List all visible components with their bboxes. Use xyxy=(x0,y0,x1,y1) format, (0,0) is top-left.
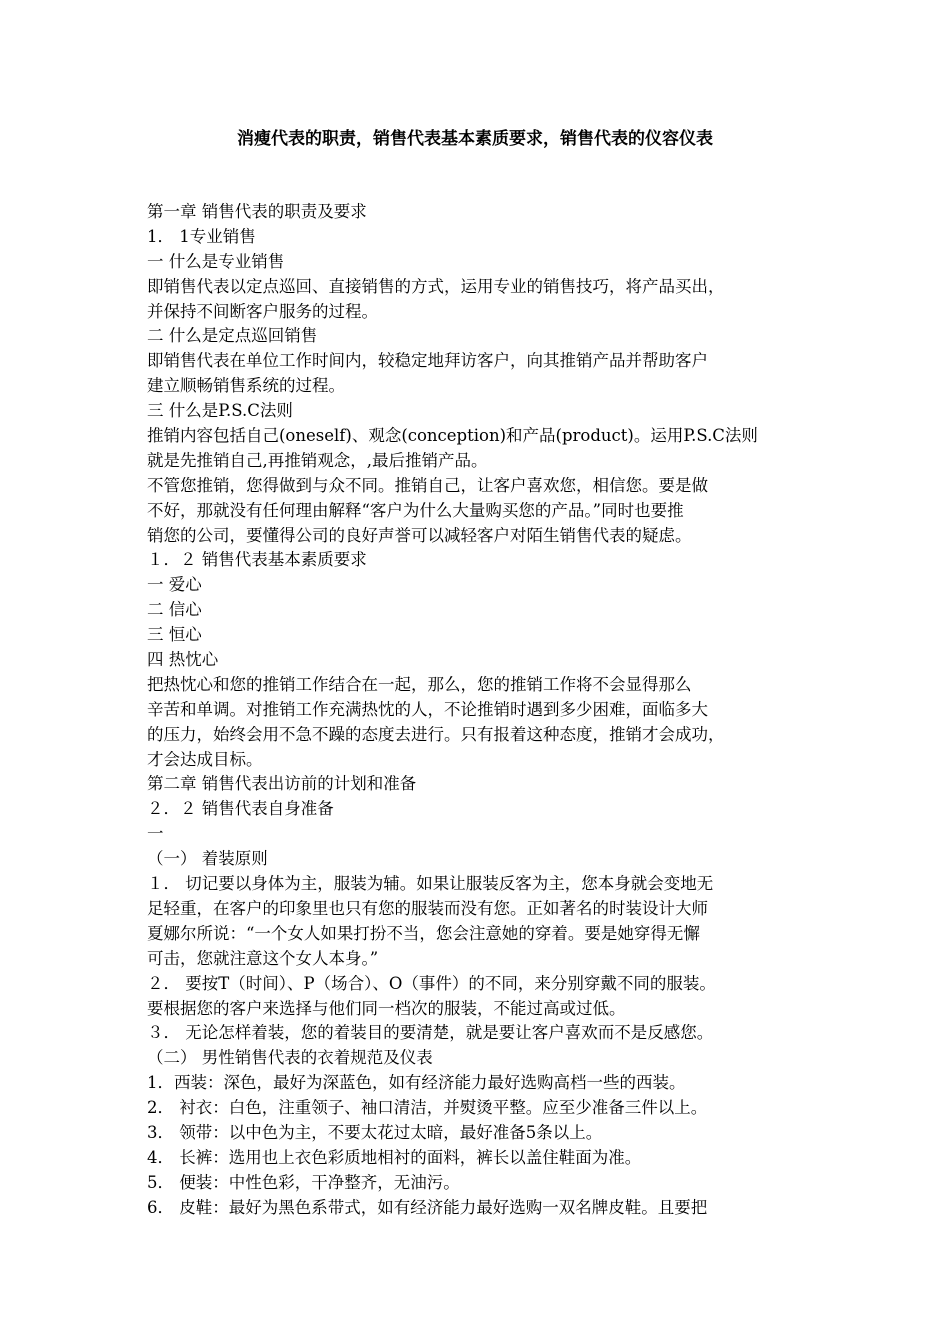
text-line: 并保持不间断客户服务的过程。 xyxy=(147,301,378,321)
text-line: 三 什么是P.S.C法则 xyxy=(147,401,293,421)
text-line: 的压力，始终会用不急不躁的态度去进行。只有报着这种态度，推销才会成功， xyxy=(147,724,725,744)
text-line: 三 恒心 xyxy=(147,625,202,645)
text-line: ２．２ 销售代表自身准备 xyxy=(147,799,334,819)
text-line: １． 切记要以身体为主，服装为辅。如果让服装反客为主，您本身就会变地无 xyxy=(147,874,714,894)
text-line: 二 信心 xyxy=(147,600,202,620)
text-line: 6． 皮鞋：最好为黑色系带式，如有经济能力最好选购一双名牌皮鞋。且要把 xyxy=(147,1197,708,1217)
text-line: 1．西装：深色，最好为深蓝色，如有经济能力最好选购高档一些的西装。 xyxy=(147,1073,686,1093)
text-line: 二 什么是定点巡回销售 xyxy=(147,326,318,346)
text-line: １．２ 销售代表基本素质要求 xyxy=(147,550,367,570)
text-line: 要根据您的客户来选择与他们同一档次的服装，不能过高或过低。 xyxy=(147,998,626,1018)
document-title: 消瘦代表的职责，销售代表基本素质要求，销售代表的仪容仪表 xyxy=(237,129,713,149)
text-line: 可击，您就注意这个女人本身。” xyxy=(147,948,379,968)
text-line: 一 xyxy=(147,824,164,844)
text-line: 即销售代表以定点巡回、直接销售的方式，运用专业的销售技巧，将产品买出， xyxy=(147,276,725,296)
text-line: 把热忱心和您的推销工作结合在一起，那么，您的推销工作将不会显得那么 xyxy=(147,674,692,694)
text-line: 夏娜尔所说：“一个女人如果打扮不当，您会注意她的穿着。要是她穿得无懈 xyxy=(147,923,700,943)
document-body xyxy=(147,200,827,1221)
text-line: 第二章 销售代表出访前的计划和准备 xyxy=(147,774,417,794)
text-line: 推销内容包括自己(oneself)、观念(conception)和产品(product)。运用P.S.C法则 xyxy=(147,426,758,446)
text-line: ３． 无论怎样着装，您的着装目的要清楚，就是要让客户喜欢而不是反感您。 xyxy=(147,1023,714,1043)
text-line: （二） 男性销售代表的衣着规范及仪表 xyxy=(147,1048,433,1068)
text-line: （一） 着装原则 xyxy=(147,849,268,869)
text-line: 才会达成目标。 xyxy=(147,749,263,769)
text-line: 足轻重，在客户的印象里也只有您的服装而没有您。正如著名的时装设计大师 xyxy=(147,898,708,918)
text-line: 4． 长裤：选用也上衣色彩质地相衬的面料，裤长以盖住鞋面为准。 xyxy=(147,1147,642,1167)
text-line: 2． 衬衣：白色，注重领子、袖口清洁，并熨烫平整。应至少准备三件以上。 xyxy=(147,1098,708,1118)
text-line: 就是先推销自己,再推销观念，,最后推销产品。 xyxy=(147,450,488,470)
text-line: 一 爱心 xyxy=(147,575,202,595)
text-line: 1． 1专业销售 xyxy=(147,226,256,246)
text-line: 3． 领带：以中色为主，不要太花过太暗，最好准备5条以上。 xyxy=(147,1122,603,1142)
text-line: 不好，那就没有任何理由解释“客户为什么大量购买您的产品。”同时也要推 xyxy=(147,500,684,520)
text-line: 一 什么是专业销售 xyxy=(147,251,285,271)
text-line: 第一章 销售代表的职责及要求 xyxy=(147,202,367,221)
text-line: 四 热忱心 xyxy=(147,650,219,670)
text-line: 不管您推销，您得做到与众不同。推销自己，让客户喜欢您，相信您。要是做 xyxy=(147,475,708,495)
text-line: 辛苦和单调。对推销工作充满热忱的人，不论推销时遇到多少困难，面临多大 xyxy=(147,699,708,719)
text-line: 销您的公司，要懂得公司的良好声誉可以减轻客户对陌生销售代表的疑虑。 xyxy=(147,525,692,545)
text-line: 建立顺畅销售系统的过程。 xyxy=(147,376,345,396)
text-line: 5． 便装：中性色彩，干净整齐，无油污。 xyxy=(147,1172,460,1192)
text-line: 即销售代表在单位工作时间内，较稳定地拜访客户，向其推销产品并帮助客户 xyxy=(147,351,708,371)
text-line: ２． 要按T（时间）、P（场合）、O（事件）的不同，来分别穿戴不同的服装。 xyxy=(147,973,716,993)
